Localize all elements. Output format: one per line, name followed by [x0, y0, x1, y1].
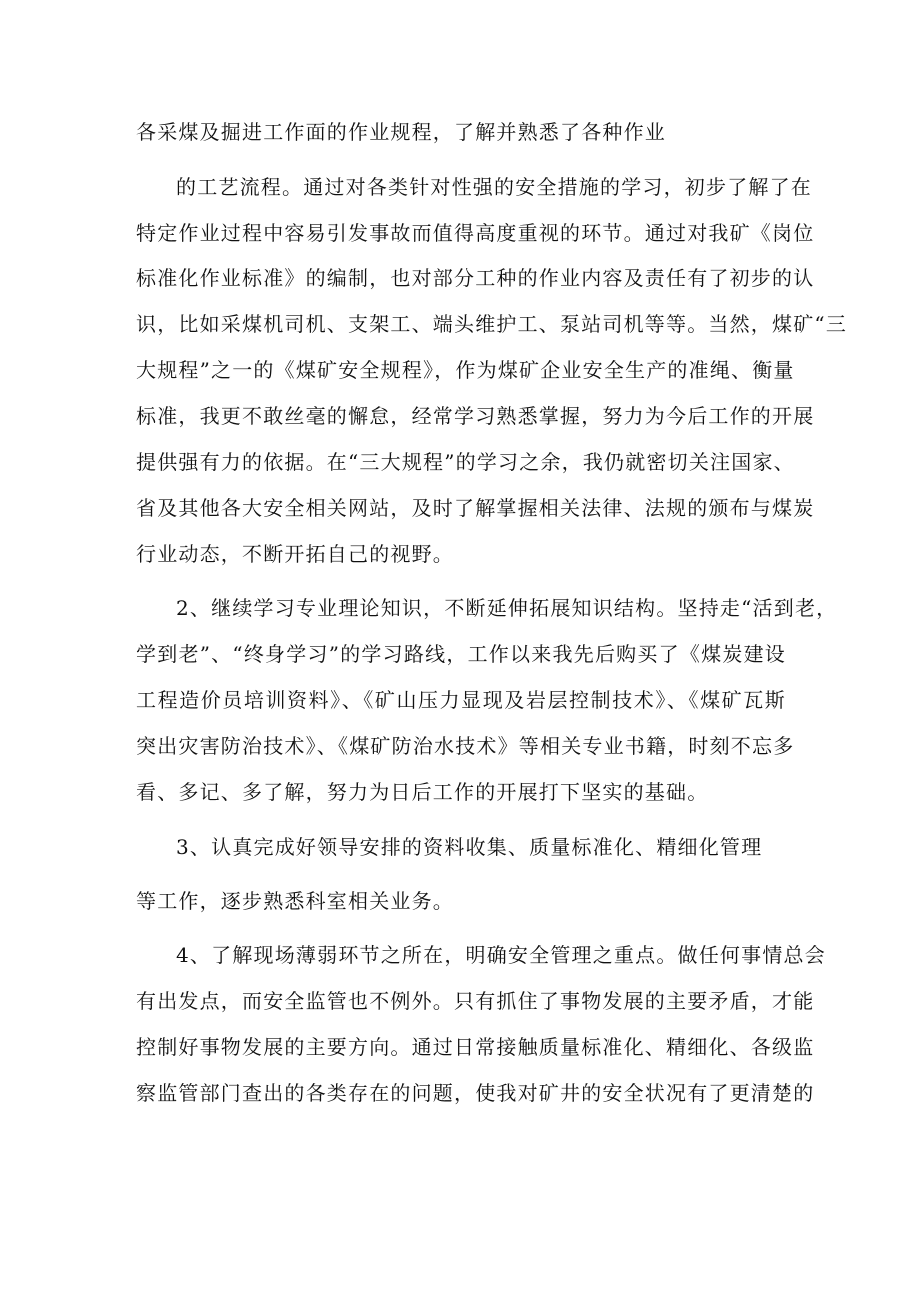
- text-line-20: 控制好事物发展的主要方向。通过日常接触质量标准化、精细化、各级监: [136, 1035, 815, 1059]
- text-line-8: 提供强有力的依据。在“三大规程”的学习之余，我仍就密切关注国家、: [136, 450, 795, 474]
- text-line-14: 突出灾害防治技术》、《煤矿防治水技术》等相关专业书籍，时刻不忘多: [136, 734, 795, 758]
- text-line-9: 省及其他各大安全相关网站，及时了解掌握相关法律、法规的颁布与煤炭: [136, 496, 815, 520]
- text-line-11: 2、继续学习专业理论知识，不断延伸拓展知识结构。坚持走“活到老，: [176, 596, 838, 620]
- text-line-5: 识，比如采煤机司机、支架工、端头维护工、泵站司机等等。当然，煤矿“三: [136, 312, 848, 336]
- text-line-4: 标准化作业标准》的编制，也对部分工种的作业内容及责任有了初步的认: [136, 266, 815, 290]
- text-line-13: 工程造价员培训资料》、《矿山压力显现及岩层控制技术》、《煤矿瓦斯: [136, 688, 786, 712]
- text-line-2: 的工艺流程。通过对各类针对性强的安全措施的学习，初步了解了在: [176, 175, 812, 199]
- text-line-7: 标准，我更不敢丝毫的懈怠，经常学习熟悉掌握，努力为今后工作的开展: [136, 404, 815, 428]
- text-line-16: 3、认真完成好领导安排的资料收集、质量标准化、精细化管理: [176, 835, 763, 859]
- text-line-10: 行业动态，不断开拓自己的视野。: [136, 542, 454, 566]
- text-line-12: 学到老”、“终身学习”的学习路线，工作以来我先后购买了《煤炭建设: [136, 642, 786, 666]
- text-line-17: 等工作，逐步熟悉科室相关业务。: [136, 889, 454, 913]
- text-line-3: 特定作业过程中容易引发事故而值得高度重视的环节。通过对我矿《岗位: [136, 221, 815, 245]
- text-line-19: 有出发点，而安全监管也不例外。只有抓住了事物发展的主要矛盾，才能: [136, 989, 815, 1013]
- text-line-21: 察监管部门查出的各类存在的问题，使我对矿井的安全状况有了更清楚的: [136, 1081, 815, 1105]
- text-line-1: 各采煤及掘进工作面的作业规程，了解并熟悉了各种作业: [136, 120, 666, 144]
- text-line-18: 4、了解现场薄弱环节之所在，明确安全管理之重点。做任何事情总会: [176, 943, 826, 967]
- text-line-15: 看、多记、多了解，努力为日后工作的开展打下坚实的基础。: [136, 780, 709, 804]
- text-line-6: 大规程”之一的《煤矿安全规程》，作为煤矿企业安全生产的准绳、衡量: [136, 358, 795, 382]
